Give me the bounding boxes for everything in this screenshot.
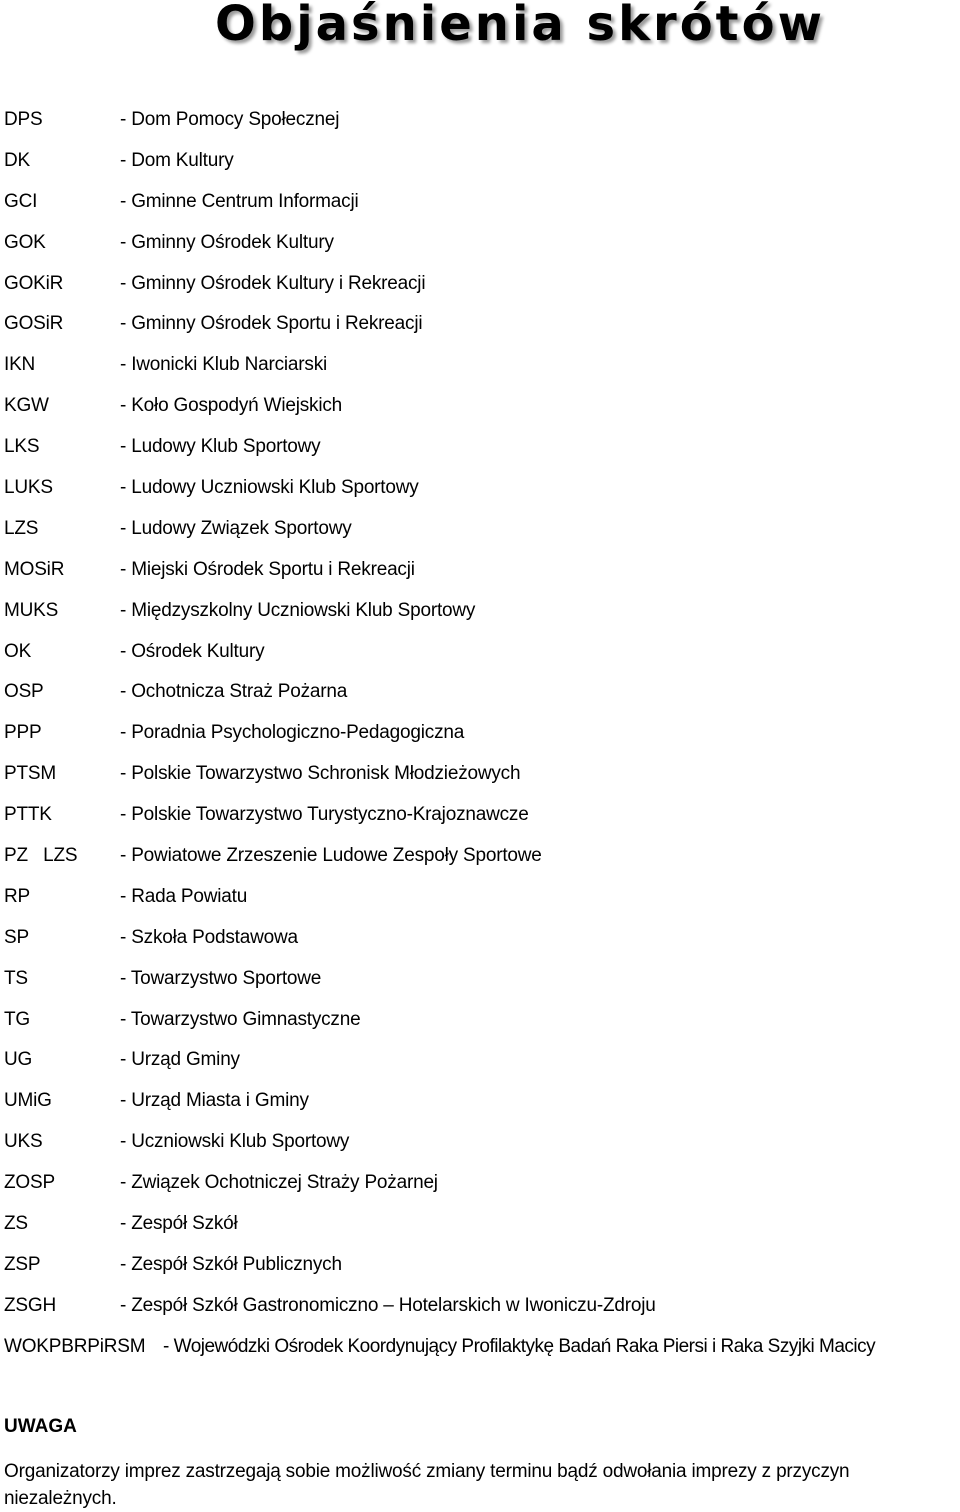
abbreviation: PTTK	[4, 804, 52, 826]
explanation: - Towarzystwo Sportowe	[120, 967, 322, 989]
list-item	[0, 632, 960, 673]
explanation: - Ludowy Związek Sportowy	[120, 517, 352, 539]
list-item	[0, 345, 960, 386]
list-item	[0, 386, 960, 427]
list-item	[0, 1245, 960, 1286]
abbreviation: ZSP	[4, 1253, 41, 1275]
list-item	[0, 591, 960, 632]
abbreviation: LUKS	[4, 477, 53, 499]
explanation: - Urząd Gminy	[120, 1049, 240, 1071]
explanation: - Urząd Miasta i Gminy	[120, 1090, 309, 1112]
list-item	[0, 959, 960, 1000]
abbreviation: GCI	[4, 190, 38, 212]
list-item	[0, 1000, 960, 1041]
abbreviation: OSP	[4, 681, 44, 703]
list-item	[0, 1327, 960, 1368]
list-item	[0, 141, 960, 182]
abbreviation: MUKS	[4, 599, 59, 621]
list-item	[0, 304, 960, 345]
abbreviation: TS	[4, 967, 28, 989]
explanation: - Związek Ochotniczej Straży Pożarnej	[120, 1172, 438, 1194]
list-item	[0, 468, 960, 509]
list-item	[0, 713, 960, 754]
list-item	[0, 1040, 960, 1081]
explanation: - Miejski Ośrodek Sportu i Rekreacji	[120, 558, 415, 580]
abbreviation: ZS	[4, 1213, 28, 1235]
explanation: - Zespół Szkół Publicznych	[120, 1253, 342, 1275]
list-item	[0, 1286, 960, 1327]
list-item	[0, 672, 960, 713]
abbreviation: UG	[4, 1049, 33, 1071]
abbreviation: OK	[4, 640, 32, 662]
explanation: - Wojewódzki Ośrodek Koordynujący Profilaktykę Badań Raka Piersi i Raka Szyjki Macicy	[163, 1335, 876, 1357]
list-item	[0, 1122, 960, 1163]
list-item	[0, 1081, 960, 1122]
abbreviation: LKS	[4, 436, 40, 458]
abbreviation: SP	[4, 926, 29, 948]
abbreviation: PPP	[4, 722, 42, 744]
explanation: - Ludowy Uczniowski Klub Sportowy	[120, 477, 419, 499]
abbreviation: ZOSP	[4, 1172, 55, 1194]
abbreviation: IKN	[4, 354, 36, 376]
abbreviation: PZ LZS	[4, 845, 78, 867]
list-item	[0, 754, 960, 795]
explanation: - Gminny Ośrodek Kultury	[120, 231, 334, 253]
list-item	[0, 795, 960, 836]
explanation: - Zespół Szkół	[120, 1213, 238, 1235]
explanation: - Gminne Centrum Informacji	[120, 190, 359, 212]
page-title: Objaśnienia skrótów	[215, 0, 825, 52]
explanation: - Zespół Szkół Gastronomiczno – Hotelarskich w Iwoniczu-Zdroju	[120, 1294, 656, 1316]
explanation: - Dom Pomocy Społecznej	[120, 109, 340, 130]
notice-heading: UWAGA	[4, 1416, 77, 1437]
explanation: - Iwonicki Klub Narciarski	[120, 354, 328, 376]
explanation: - Towarzystwo Gimnastyczne	[120, 1008, 361, 1030]
list-item	[0, 1163, 960, 1204]
list-item	[0, 509, 960, 550]
abbreviation-list	[0, 100, 960, 1368]
list-item	[0, 836, 960, 877]
explanation: - Powiatowe Zrzeszenie Ludowe Zespoły Sportowe	[120, 845, 542, 867]
explanation: - Polskie Towarzystwo Schronisk Młodzieżowych	[120, 763, 521, 785]
abbreviation: DK	[4, 149, 30, 171]
notice-text: Organizatorzy imprez zastrzegają sobie możliwość zmiany terminu bądź odwołania imprezy z przyczyn niezależnych.	[4, 1461, 850, 1509]
abbreviation: TG	[4, 1008, 30, 1030]
explanation: - Szkoła Podstawowa	[120, 926, 298, 948]
explanation: - Gminny Ośrodek Sportu i Rekreacji	[120, 313, 423, 335]
explanation: - Uczniowski Klub Sportowy	[120, 1131, 350, 1153]
list-item	[0, 550, 960, 591]
list-item	[0, 182, 960, 223]
abbreviation: ZSGH	[4, 1294, 56, 1316]
abbreviation: GOK	[4, 231, 46, 253]
abbreviation: UMiG	[4, 1090, 52, 1112]
list-item	[0, 877, 960, 918]
list-item	[0, 1204, 960, 1245]
explanation: - Międzyszkolny Uczniowski Klub Sportowy	[120, 599, 476, 621]
abbreviation: DPS	[4, 109, 43, 130]
abbreviation: KGW	[4, 395, 49, 417]
abbreviation: MOSiR	[4, 558, 65, 580]
list-item	[0, 223, 960, 264]
list-item	[0, 264, 960, 305]
explanation: - Polskie Towarzystwo Turystyczno-Krajoznawcze	[120, 804, 529, 826]
explanation: - Poradnia Psychologiczno-Pedagogiczna	[120, 722, 465, 744]
abbreviation: WOKPBRPiRSM	[4, 1335, 146, 1357]
list-item	[0, 100, 960, 141]
explanation: - Ludowy Klub Sportowy	[120, 436, 321, 458]
abbreviation: PTSM	[4, 763, 56, 785]
abbreviation: GOKiR	[4, 272, 64, 294]
abbreviation: LZS	[4, 517, 39, 539]
list-item	[0, 427, 960, 468]
explanation: - Ośrodek Kultury	[120, 640, 265, 662]
abbreviation: UKS	[4, 1131, 43, 1153]
explanation: - Dom Kultury	[120, 149, 234, 171]
list-item	[0, 918, 960, 959]
explanation: - Gminny Ośrodek Kultury i Rekreacji	[120, 272, 426, 294]
abbreviation: RP	[4, 885, 30, 907]
abbreviation: GOSiR	[4, 313, 64, 335]
explanation: - Koło Gospodyń Wiejskich	[120, 395, 343, 417]
explanation: - Ochotnicza Straż Pożarna	[120, 681, 348, 703]
explanation: - Rada Powiatu	[120, 885, 248, 907]
